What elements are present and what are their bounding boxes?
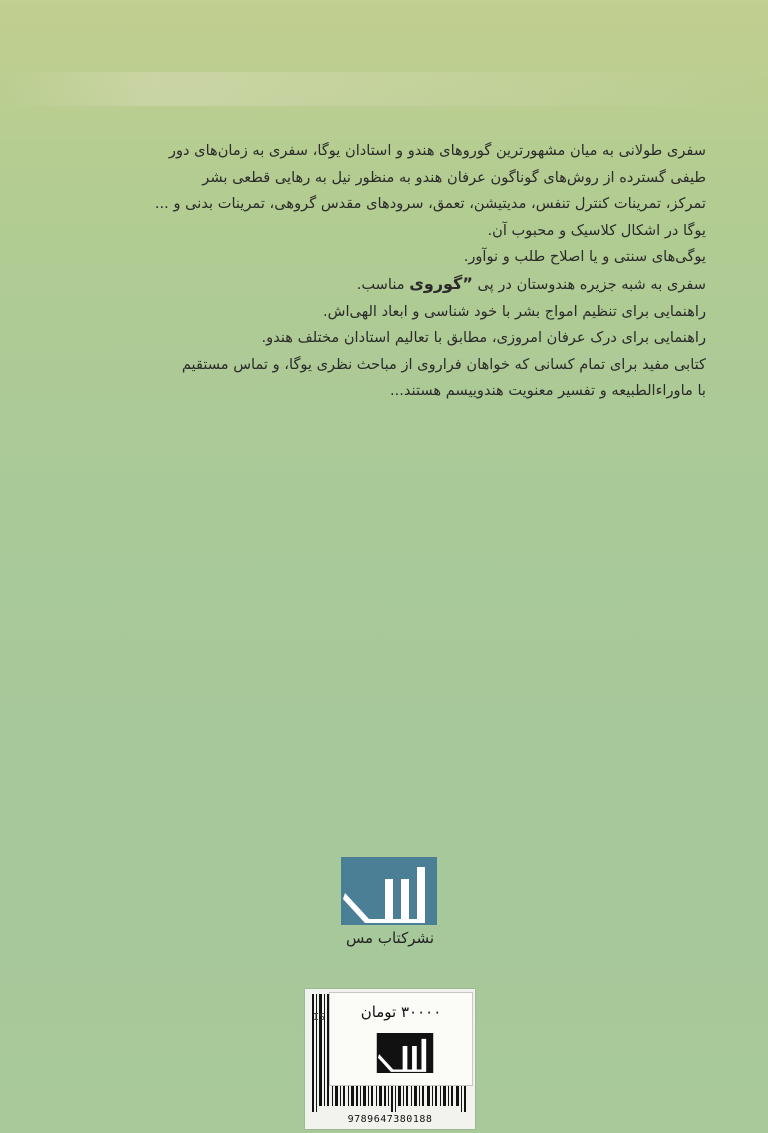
blurb-line-3: تمرکز، تمرینات کنترل تنفس، مدیتیشن، تعمق، سرودهای مقدس گروهی، تمرینات بدنی و ... [154, 195, 706, 213]
blurb-line-7: راهنمایی برای تنظیم امواج بشر با خود شناسی و ابعاد الهی‌اش. [323, 302, 706, 320]
publisher-logo-icon [341, 857, 437, 925]
blurb-line-10: با ماوراءالطبیعه و تفسیر معنویت هندوییسم هستند... [389, 382, 706, 400]
isbn-prefix: IS [313, 1012, 326, 1023]
guru-word: ”گوروی [409, 273, 473, 293]
top-strip [0, 72, 768, 106]
blurb-line-2: طیفی گسترده از روش‌های گوناگون عرفان هندو به منظور نیل به رهایی قطعی بشر [202, 168, 706, 186]
blurb-line-6-start: سفری به شبه جزیره هندوستان در پی [477, 275, 706, 293]
blurb-line-6-end: مناسب. [356, 275, 405, 293]
price-label [329, 992, 473, 1086]
blurb-line-1: سفری طولانی به میان مشهورترین گوروهای هندو و استادان یوگا، سفری به زمان‌های دور [168, 142, 706, 159]
blurb-line-5: یوگی‌های سنتی و یا اصلاح طلب و نوآور. [463, 248, 706, 266]
isbn-number: 9789647380188 [347, 1114, 433, 1125]
blurb-line-9: کتابی مفید برای تمام کسانی که خواهان فراروی از مباحث نظری یوگا، و تماس مستقیم [181, 355, 706, 373]
back-cover-blurb [60, 138, 706, 405]
price-text: ۳۰۰۰۰ تومان [360, 1003, 442, 1021]
blurb-line-6 [60, 271, 706, 299]
publisher-name: نشرکتاب مس [345, 929, 435, 947]
blurb-line-4: یوگا در اشکال کلاسیک و محبوب آن. [487, 221, 706, 239]
blurb-line-8: راهنمایی برای درک عرفان امروزی، مطابق با تعالیم استادان مختلف هندو. [261, 329, 706, 347]
publisher-logo-small-icon [376, 1033, 434, 1073]
